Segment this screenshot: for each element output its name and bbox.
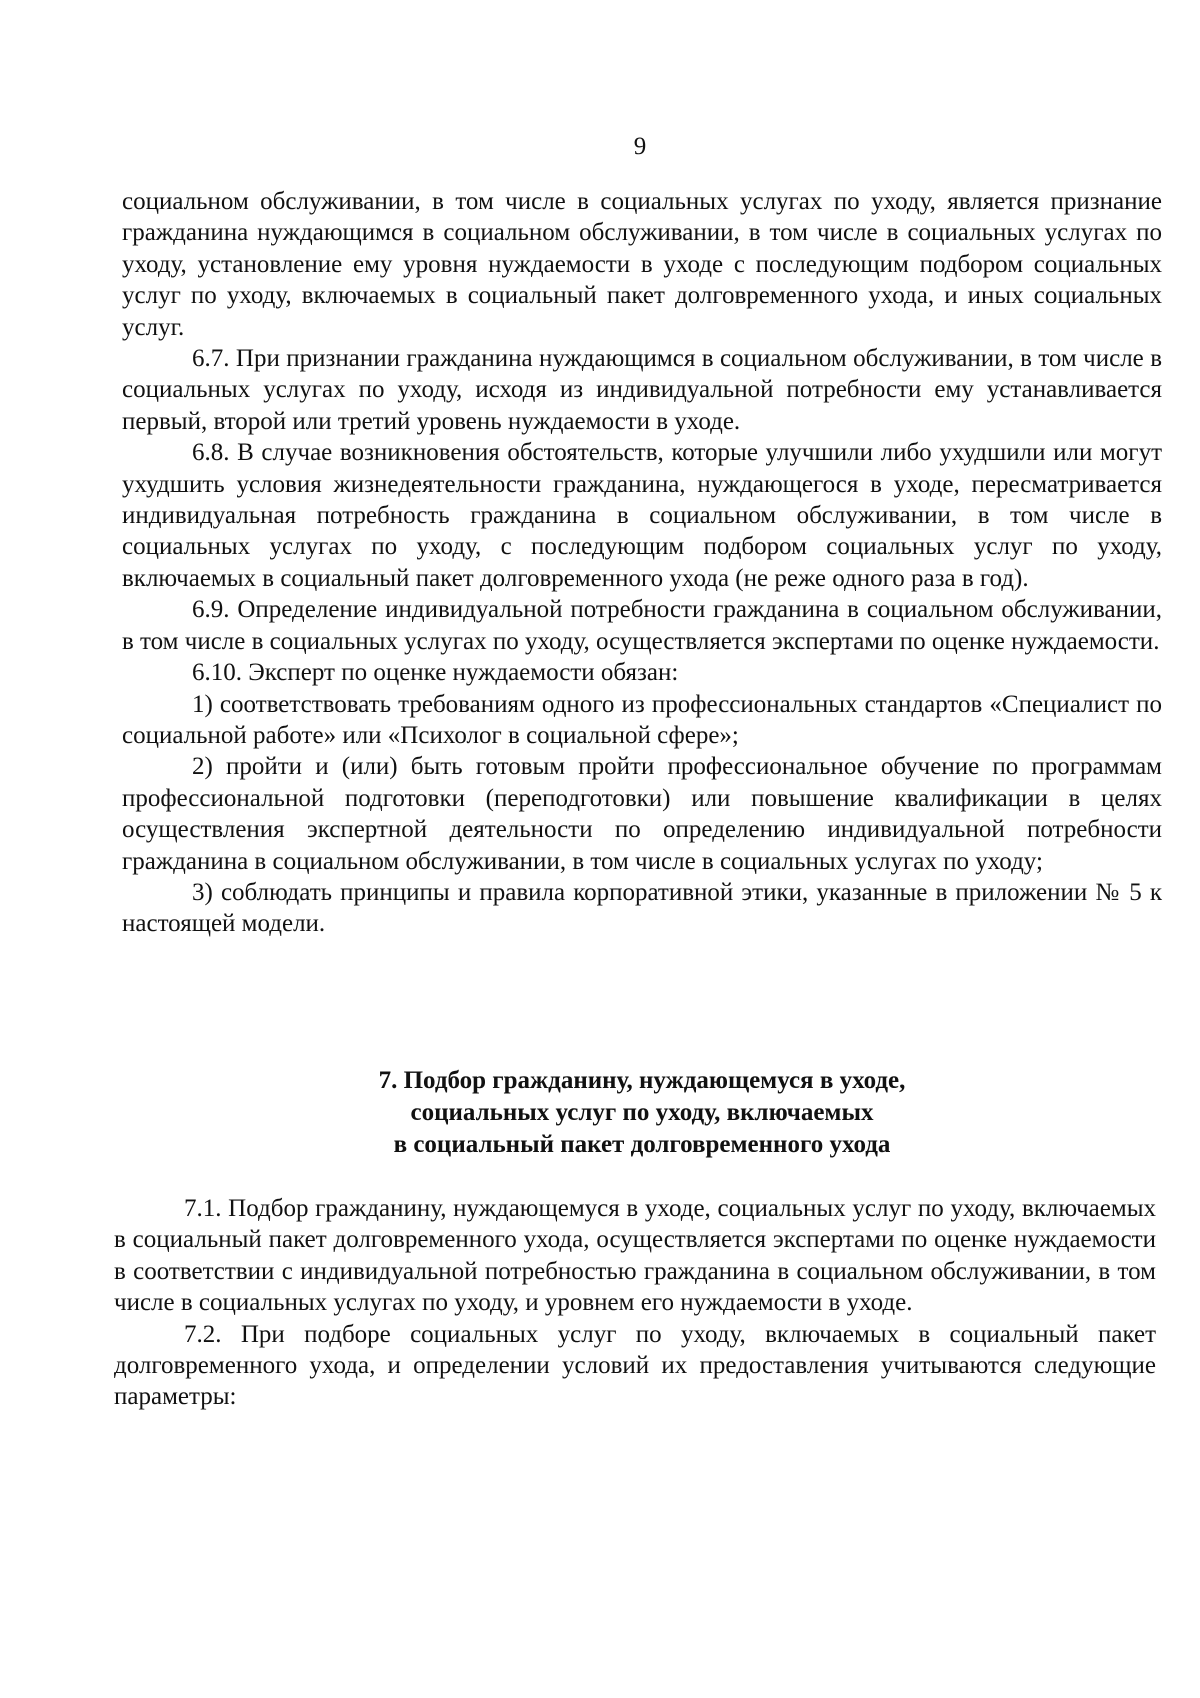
list-item-1: 1) соответствовать требованиям одного из профессиональных стандартов «Специалист по социальной работе» или «Психолог в социальной сфере»; <box>122 690 1162 749</box>
section-7-heading-line-1: 7. Подбор гражданину, нуждающемуся в уходе, <box>378 1067 906 1094</box>
section-7-heading <box>122 1065 1162 1161</box>
paragraph-continuation: социальном обслуживании, в том числе в социальных услугах по уходу, является признание гражданина нуждающимся в социальном обслуживании, в том числе в социальных услугах по уходу, установление ему уровня нуждаемости в уходе с последующим подбором социальных услуг по уходу, включаемых в социальный пакет долговременного ухода, и иных социальных услуг. <box>122 188 1162 341</box>
list-item-3: 3) соблюдать принципы и правила корпоративной этики, указанные в приложении № 5 к настоящей модели. <box>122 878 1162 938</box>
paragraph-6-8: 6.8. В случае возникновения обстоятельств, которые улучшили либо ухудшили или могут ухудшить условия жизнедеятельности гражданина, нуждающегося в уходе, пересматривается индивидуальная потребность гражданина в социальном обслуживании, в том числе в социальных услугах по уходу, с последующим подбором социальных услуг по уходу, включаемых в социальный пакет долговременного ухода (не реже одного раза в год). <box>122 439 1162 592</box>
paragraph-7-1: 7.1. Подбор гражданину, нуждающемуся в уходе, социальных услуг по уходу, включаемых в социальный пакет долговременного ухода, осуществляется экспертами по оценке нуждаемости в соответствии с индивидуальной потребностью гражданина в социальном обслуживании, в том числе в социальных услугах по уходу, и уровнем его нуждаемости в уходе. <box>114 1195 1156 1317</box>
section-7-heading-line-2: социальных услуг по уходу, включаемых <box>410 1099 874 1126</box>
paragraph-7-2: 7.2. При подборе социальных услуг по уходу, включаемых в социальный пакет долговременного ухода, и определении условий их предоставления учитываются следующие параметры: <box>114 1320 1156 1411</box>
paragraph-6-9: 6.9. Определение индивидуальной потребности гражданина в социальном обслуживании, в том числе в социальных услугах по уходу, осуществляется экспертами по оценке нуждаемости. <box>122 596 1162 655</box>
page-number: 9 <box>633 133 647 160</box>
section-7-body <box>114 1193 1156 1413</box>
section-6-body <box>122 186 1162 940</box>
section-7-heading-line-3: в социальный пакет долговременного ухода <box>393 1131 891 1158</box>
paragraph-6-10: 6.10. Эксперт по оценке нуждаемости обязан: <box>192 659 679 687</box>
list-item-2: 2) пройти и (или) быть готовым пройти профессиональное обучение по программам профессиональной подготовки (переподготовки) или повышение квалификации в целях осуществления экспертной деятельности по определению индивидуальной потребности гражданина в социальном обслуживании, в том числе в социальных услугах по уходу; <box>122 753 1162 875</box>
paragraph-6-7: 6.7. При признании гражданина нуждающимся в социальном обслуживании, в том числе в социальных услугах по уходу, исходя из индивидуальной потребности ему устанавливается первый, второй или третий уровень нуждаемости в уходе. <box>122 345 1162 435</box>
